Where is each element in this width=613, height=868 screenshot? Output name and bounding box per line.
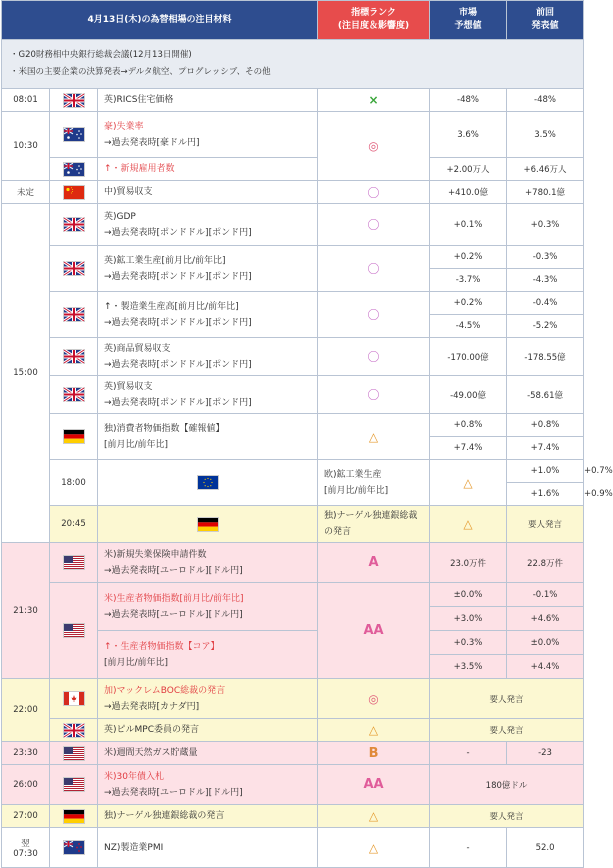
forecast-cell: +3.5% xyxy=(430,655,507,679)
rank-cell: AA xyxy=(318,765,430,805)
forecast-cell: 3.6% xyxy=(430,112,507,158)
flag-de-icon xyxy=(98,506,318,543)
time-cell: 26:00 xyxy=(2,765,50,805)
time-cell: 21:30 xyxy=(2,543,50,679)
forecast-cell: +0.8% xyxy=(430,414,507,437)
event-cell: 米)生産者物価指数[前月比/前年比] →過去発表時[ユーロドル][ドル円] xyxy=(98,583,318,631)
event-cell: 豪)失業率 →過去発表時[豪ドル円] xyxy=(98,112,318,158)
speech-cell: 要人発言 xyxy=(430,805,584,828)
table-row xyxy=(2,246,584,269)
table-row xyxy=(2,292,584,315)
rank-cell: 〇 xyxy=(318,376,430,414)
previous-cell: 52.0 xyxy=(507,828,584,868)
previous-cell: -0.3% xyxy=(507,246,584,269)
table-row: +1.6% +0.9% xyxy=(2,483,584,506)
event-cell: ↑・製造業生産高[前月比/前年比] →過去発表時[ポンドドル][ポンド円] xyxy=(98,292,318,338)
table-row xyxy=(2,719,584,742)
event-cell: 米)週間天然ガス貯蔵量 xyxy=(98,742,318,765)
forecast-cell: +410.0億 xyxy=(430,181,507,204)
previous-cell: +4.4% xyxy=(507,655,584,679)
time-cell: 18:00 xyxy=(50,460,98,506)
table-row xyxy=(2,543,584,583)
rank-cell: 〇 xyxy=(318,246,430,292)
speech-cell: 要人発言 xyxy=(430,679,584,719)
forecast-cell: -4.5% xyxy=(430,315,507,338)
event-cell: 独)ナーゲル独連銀総裁の発言 xyxy=(318,506,430,543)
event-cell: 英)RICS住宅価格 xyxy=(98,89,318,112)
rank-cell: AA xyxy=(318,583,430,679)
time-cell: 未定 xyxy=(2,181,50,204)
previous-cell: +0.8% xyxy=(507,414,584,437)
table-row: 18:00 欧)鉱工業生産 [前月比/前年比] △ +1.0% +0.7% xyxy=(2,460,584,483)
forecast-cell: +1.0% xyxy=(507,460,584,483)
rank-cell: △ xyxy=(318,828,430,868)
event-cell: 英)貿易収支 →過去発表時[ポンドドル][ポンド円] xyxy=(98,376,318,414)
rank-cell: ◎ xyxy=(318,112,430,181)
previous-cell: +4.6% xyxy=(507,607,584,631)
table-row xyxy=(2,742,584,765)
time-cell: 23:30 xyxy=(2,742,50,765)
time-cell: 10:30 xyxy=(2,112,50,181)
rank-cell: △ xyxy=(430,460,507,506)
table-row xyxy=(2,89,584,112)
flag-us-icon xyxy=(50,765,98,805)
forecast-cell: - xyxy=(430,828,507,868)
forecast-cell: -48% xyxy=(430,89,507,112)
event-cell: 英)商品貿易収支 →過去発表時[ポンドドル][ポンド円] xyxy=(98,338,318,376)
event-cell: ↑・新規雇用者数 xyxy=(98,158,318,181)
rank-cell: 〇 xyxy=(318,338,430,376)
forecast-cell: -3.7% xyxy=(430,269,507,292)
table-row xyxy=(2,828,584,868)
flag-de-icon xyxy=(50,414,98,460)
header-forecast: 市場 予想値 xyxy=(430,1,507,40)
event-cell: ↑・生産者物価指数【コア】 [前月比/前年比] xyxy=(98,631,318,679)
table-row xyxy=(2,506,584,543)
flag-de-icon xyxy=(50,805,98,828)
speech-cell: 要人発言 xyxy=(507,506,584,543)
table-row xyxy=(2,583,584,607)
previous-cell: +7.4% xyxy=(507,437,584,460)
rank-cell: △ xyxy=(318,719,430,742)
event-cell: 独)ナーゲル独連銀総裁の発言 xyxy=(98,805,318,828)
event-cell: 米)新規失業保険申請件数 →過去発表時[ユーロドル][ドル円] xyxy=(98,543,318,583)
rank-cell: △ xyxy=(318,805,430,828)
forecast-cell: +3.0% xyxy=(430,607,507,631)
previous-cell: -178.55億 xyxy=(507,338,584,376)
forecast-cell: - xyxy=(430,742,507,765)
rank-cell: 〇 xyxy=(318,204,430,246)
event-cell: 独)消費者物価指数【確報値】 [前月比/前年比] xyxy=(98,414,318,460)
flag-us-icon xyxy=(50,543,98,583)
forecast-cell: +0.2% xyxy=(430,246,507,269)
rank-cell: ◎ xyxy=(318,679,430,719)
table-row xyxy=(2,338,584,376)
forecast-cell: +7.4% xyxy=(430,437,507,460)
note: ・G20財務相中央銀行総裁会議(12月13日開催) xyxy=(10,50,192,60)
previous-cell: -23 xyxy=(507,742,584,765)
event-cell: NZ)製造業PMI xyxy=(98,828,318,868)
table-row xyxy=(2,376,584,414)
flag-us-icon xyxy=(50,742,98,765)
previous-cell: +6.46万人 xyxy=(507,158,584,181)
time-cell: 15:00 xyxy=(2,204,50,543)
rank-cell: △ xyxy=(318,414,430,460)
flag-au-icon xyxy=(50,158,98,181)
flag-nz-icon xyxy=(50,828,98,868)
flag-uk-icon xyxy=(50,246,98,292)
speech-cell: 要人発言 xyxy=(430,719,584,742)
calendar-table xyxy=(1,0,613,868)
forecast-cell: -49.00億 xyxy=(430,376,507,414)
table-row xyxy=(2,204,584,246)
flag-uk-icon xyxy=(50,89,98,112)
time-cell: 翌 07:30 xyxy=(2,828,50,868)
forecast-cell: 23.0万件 xyxy=(430,543,507,583)
flag-uk-icon xyxy=(50,719,98,742)
rank-cell: B xyxy=(318,742,430,765)
auction-cell: 180億ドル xyxy=(430,765,584,805)
flag-cn-icon xyxy=(50,181,98,204)
event-cell: 中)貿易収支 xyxy=(98,181,318,204)
rank-cell: △ xyxy=(430,506,507,543)
flag-us-icon xyxy=(50,583,98,679)
event-cell: 加)マックレムBOC総裁の発言 →過去発表時[カナダ円] xyxy=(98,679,318,719)
table-row xyxy=(2,414,584,437)
notes-row xyxy=(2,40,584,89)
previous-cell: 3.5% xyxy=(507,112,584,158)
flag-uk-icon xyxy=(50,376,98,414)
previous-cell: +0.3% xyxy=(507,204,584,246)
previous-cell: -5.2% xyxy=(507,315,584,338)
event-cell: 英)鉱工業生産[前月比/前年比] →過去発表時[ポンドドル][ポンド円] xyxy=(98,246,318,292)
table-row xyxy=(2,158,584,181)
time-cell: 08:01 xyxy=(2,89,50,112)
table-row xyxy=(2,805,584,828)
flag-uk-icon xyxy=(50,338,98,376)
previous-cell: -58.61億 xyxy=(507,376,584,414)
forecast-cell: +1.6% xyxy=(507,483,584,506)
time-cell: 27:00 xyxy=(2,805,50,828)
rank-cell: 〇 xyxy=(318,181,430,204)
event-cell: 英)ピルMPC委員の発言 xyxy=(98,719,318,742)
flag-eu-icon xyxy=(98,460,318,506)
flag-uk-icon xyxy=(50,292,98,338)
previous-cell: -4.3% xyxy=(507,269,584,292)
forecast-cell: +0.3% xyxy=(430,631,507,655)
flag-au-icon xyxy=(50,112,98,158)
forecast-cell: +0.1% xyxy=(430,204,507,246)
note: ・米国の主要企業の決算発表→デルタ航空、プログレッシブ、その他 xyxy=(10,67,271,77)
previous-cell: -48% xyxy=(507,89,584,112)
forecast-cell: -170.00億 xyxy=(430,338,507,376)
rank-cell: 〇 xyxy=(318,292,430,338)
rank-cell: A xyxy=(318,543,430,583)
table-row xyxy=(2,765,584,805)
event-cell: 欧)鉱工業生産 [前月比/前年比] xyxy=(318,460,430,506)
table-row xyxy=(2,679,584,719)
header-previous: 前回 発表値 xyxy=(507,1,584,40)
forecast-cell: ±0.0% xyxy=(430,583,507,607)
header-rank: 指標ランク (注目度＆影響度) xyxy=(318,1,430,40)
previous-cell: ±0.0% xyxy=(507,631,584,655)
event-cell: 英)GDP →過去発表時[ポンドドル][ポンド円] xyxy=(98,204,318,246)
previous-cell: -0.4% xyxy=(507,292,584,315)
header-title: 4月13日(木)の為替相場の注目材料 xyxy=(2,1,318,40)
flag-ca-icon xyxy=(50,679,98,719)
event-cell: 米)30年債入札 →過去発表時[ユーロドル][ドル円] xyxy=(98,765,318,805)
forecast-cell: +2.00万人 xyxy=(430,158,507,181)
forecast-cell: +0.2% xyxy=(430,292,507,315)
previous-cell: -0.1% xyxy=(507,583,584,607)
flag-uk-icon xyxy=(50,204,98,246)
table-row xyxy=(2,112,584,158)
header-row xyxy=(2,1,584,40)
rank-cell: × xyxy=(318,89,430,112)
table-row xyxy=(2,181,584,204)
previous-cell: +780.1億 xyxy=(507,181,584,204)
previous-cell: 22.8万件 xyxy=(507,543,584,583)
time-cell: 20:45 xyxy=(50,506,98,543)
time-cell: 22:00 xyxy=(2,679,50,742)
